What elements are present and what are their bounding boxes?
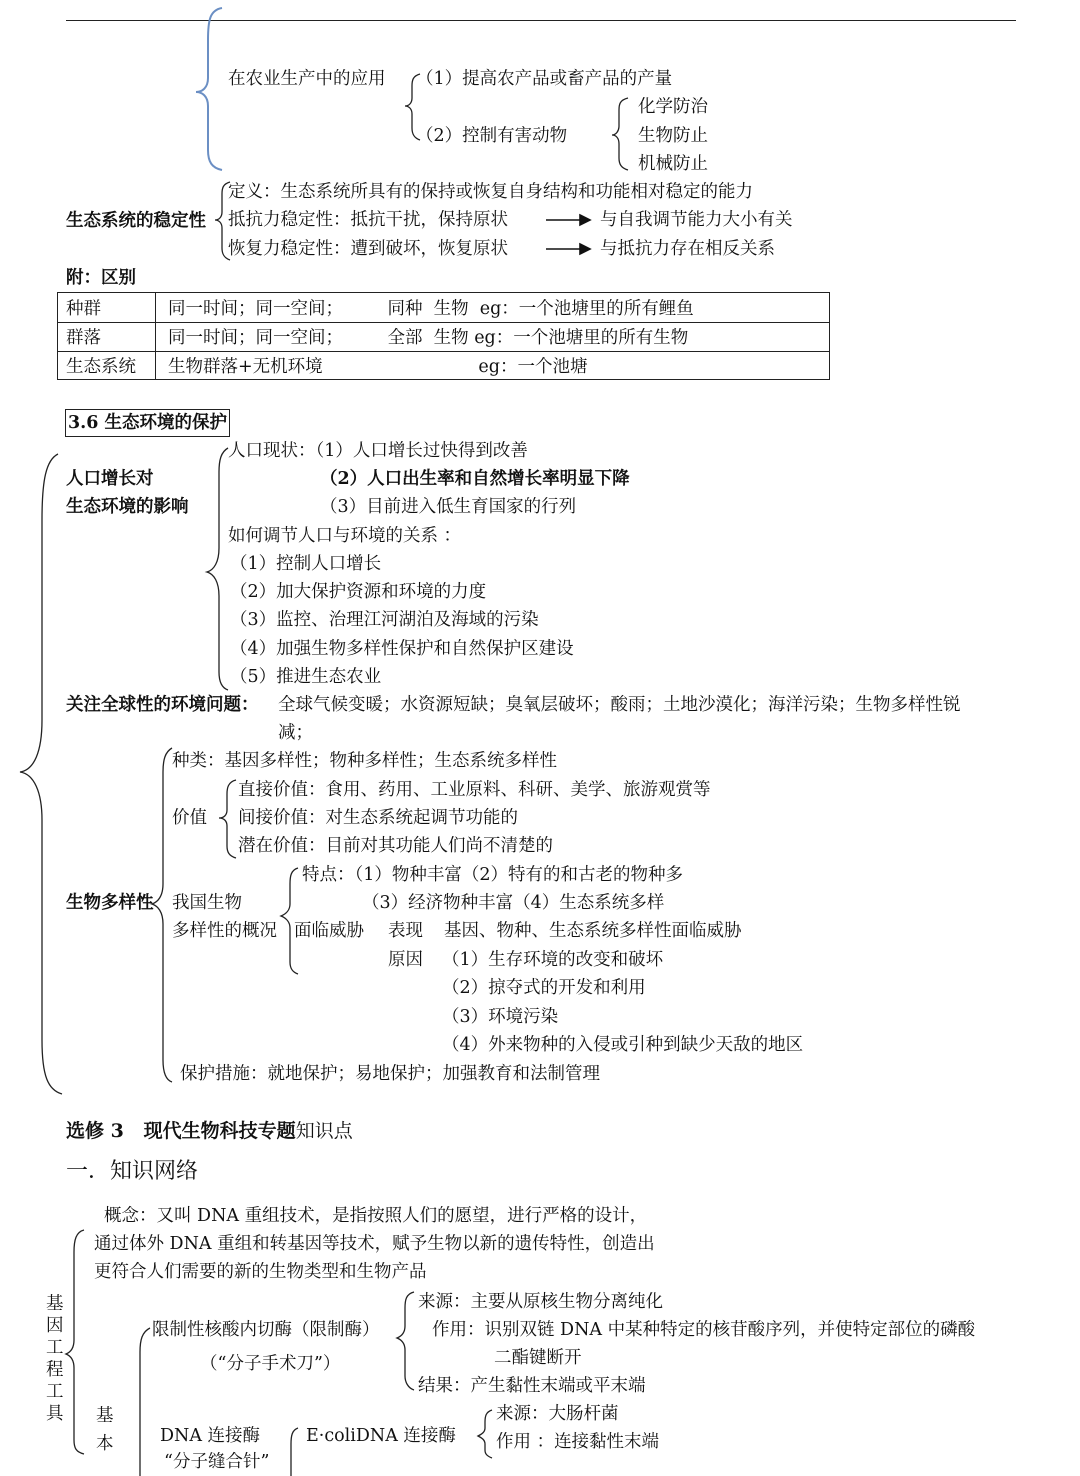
restriction-enzyme: 限制性核酸内切酶（限制酶） — [152, 1320, 380, 1340]
pop-status-2: （2）人口出生率和自然增长率明显下降 — [320, 469, 630, 489]
elective-title-bold: 选修 3 现代生物科技专题 — [66, 1120, 296, 1142]
control-method-brace — [612, 98, 628, 170]
gene-side-brace — [66, 1230, 84, 1454]
side-label-char: 基 — [46, 1294, 64, 1314]
agri-big-brace — [196, 8, 222, 170]
dna-ligase-alias: “分子缝合针” — [164, 1452, 270, 1472]
arrow-recover-head — [580, 244, 590, 254]
agri-title: 在农业生产中的应用 — [228, 69, 386, 89]
table-row — [58, 293, 829, 323]
pop-status-1: 人口现状：（1）人口增长过快得到改善 — [228, 441, 528, 461]
ecoli-source: 来源：大肠杆菌 — [496, 1404, 619, 1424]
china-feature-1: 特点：（1）物种丰富（2）特有的和古老的物种多 — [302, 865, 684, 885]
cause-label: 原因 — [388, 950, 423, 970]
biodiversity-title: 生物多样性 — [66, 893, 154, 913]
bio-brace — [152, 748, 172, 1082]
global-issues-text: 全球气候变暖；水资源短缺；臭氧层破坏；酸雨；土地沙漠化；海洋污染；生物多样性锐 — [278, 695, 961, 715]
gene-concept-2: 通过体外 DNA 重组和转基因等技术，赋予生物以新的遗传特性，创造出 — [94, 1234, 655, 1254]
cause-4: （4）外来物种的入侵或引种到缺少天敌的地区 — [442, 1035, 804, 1055]
global-issues-text-cont: 减； — [278, 723, 313, 743]
knowledge-network-heading: 一．知识网络 — [66, 1159, 199, 1184]
dna-ligase: DNA 连接酶 — [160, 1426, 261, 1446]
side-label-char: 具 — [46, 1404, 64, 1424]
china-title-1: 我国生物 — [172, 893, 242, 913]
agri-item-2: （2）控制有害动物 — [416, 126, 568, 146]
manifest-text: 基因、物种、生态系统多样性面临威胁 — [444, 921, 742, 941]
pop-status-3: （3）目前进入低生育国家的行列 — [320, 497, 577, 517]
cause-3: （3）环境污染 — [442, 1007, 559, 1027]
arrow-resist-head — [580, 215, 590, 225]
method-chemical: 化学防治 — [638, 97, 708, 117]
ligase-brace — [291, 1428, 298, 1476]
section-big-brace — [20, 454, 62, 1094]
row-desc: 同一时间；同一空间； 全部 生物 eg：一个池塘里的所有生物 — [168, 328, 689, 348]
table-row — [58, 322, 829, 352]
value-brace — [219, 780, 236, 858]
china-title-2: 多样性的概况 — [172, 921, 277, 941]
gene-concept-3: 更符合人们需要的新的生物类型和生物产品 — [94, 1262, 427, 1282]
section-36-title: 3.6 生态环境的保护 — [65, 409, 230, 437]
enzyme-result: 结果：产生黏性末端或平末端 — [418, 1376, 646, 1396]
global-issues-label: 关注全球性的环境问题： — [66, 695, 259, 715]
basic-brace — [140, 1328, 150, 1476]
row-desc: 生物群落+无机环境 eg：一个池塘 — [168, 357, 588, 377]
pop-measure-2: （2）加大保护资源和环境的力度 — [230, 582, 487, 602]
ecoli-action: 作用 ：连接黏性末端 — [496, 1432, 660, 1452]
stability-title: 生态系统的稳定性 — [66, 211, 206, 231]
resist-stability: 抵抗力稳定性：抵抗干扰，保持原状 — [228, 210, 508, 230]
pop-measure-3: （3）监控、治理江河湖泊及海域的污染 — [230, 610, 539, 630]
basic-char: 本 — [96, 1434, 114, 1454]
comparison-table — [57, 292, 830, 380]
row-desc: 同一时间；同一空间； 同种 生物 eg：一个池塘里的所有鲤鱼 — [168, 299, 694, 319]
ecoli-brace — [478, 1410, 492, 1458]
pop-how: 如何调节人口与环境的关系 ： — [228, 526, 462, 546]
pop-title-line1: 人口增长对 — [66, 469, 154, 489]
resist-note: 与自我调节能力大小有关 — [600, 210, 793, 230]
cause-1: （1）生存环境的改变和破坏 — [442, 950, 664, 970]
row-name: 群落 — [66, 328, 101, 348]
appendix-title: 附：区别 — [66, 268, 136, 288]
method-biological: 生物防止 — [638, 126, 708, 146]
bio-kinds: 种类：基因多样性；物种多样性；生态系统多样性 — [172, 751, 557, 771]
gene-concept-1: 概念：又叫 DNA 重组技术，是指按照人们的愿望，进行严格的设计， — [104, 1206, 648, 1226]
pop-measure-1: （1）控制人口增长 — [230, 554, 382, 574]
side-label-char: 因 — [46, 1316, 64, 1336]
restriction-enzyme-alias: （“分子手术刀”） — [200, 1354, 341, 1374]
manifest-label: 表现 — [388, 921, 423, 941]
bio-value-potential: 潜在价值：目前对其功能人们尚不清楚的 — [238, 836, 553, 856]
side-label-char: 程 — [46, 1360, 64, 1380]
pop-measure-4: （4）加强生物多样性保护和自然保护区建设 — [230, 639, 574, 659]
china-threat-label: 面临威胁 — [294, 921, 364, 941]
stability-definition: 定义：生态系统所具有的保持或恢复自身结构和功能相对稳定的能力 — [228, 182, 753, 202]
side-label-char: 工 — [46, 1338, 64, 1358]
row-name: 生态系统 — [66, 357, 136, 377]
side-label-char: 工 — [46, 1382, 64, 1402]
agri-item-1: （1）提高农产品或畜产品的产量 — [416, 69, 673, 89]
pop-title-line2: 生态环境的影响 — [66, 497, 189, 517]
china-feature-2: （3）经济物种丰富（4）生态系统多样 — [362, 893, 665, 913]
basic-char: 基 — [96, 1406, 114, 1426]
bio-value-label: 价值 — [172, 808, 207, 828]
method-mechanical: 机械防止 — [638, 154, 708, 174]
ecoli-ligase: E·coliDNA 连接酶 — [306, 1426, 456, 1446]
recover-note: 与抵抗力存在相反关系 — [600, 239, 775, 259]
recover-stability: 恢复力稳定性：遭到破坏，恢复原状 — [228, 239, 508, 259]
enzyme-action-1: 作用：识别双链 DNA 中某种特定的核苷酸序列，并使特定部位的磷酸 — [432, 1320, 976, 1340]
enzyme-action-2: 二酯键断开 — [494, 1348, 582, 1368]
pop-brace — [207, 448, 228, 690]
bio-value-direct: 直接价值：食用、药用、工业原料、科研、美学、旅游观赏等 — [238, 780, 711, 800]
elective-title — [66, 1119, 353, 1143]
row-name: 种群 — [66, 299, 101, 319]
bio-protect: 保护措施：就地保护；易地保护；加强教育和法制管理 — [180, 1064, 600, 1084]
pop-measure-5: （5）推进生态农业 — [230, 667, 382, 687]
enzyme-source: 来源：主要从原核生物分离纯化 — [418, 1292, 663, 1312]
elective-title-rest: 知识点 — [295, 1120, 353, 1142]
cause-2: （2）掠夺式的开发和利用 — [442, 978, 646, 998]
enzyme-brace — [397, 1292, 414, 1390]
bio-value-indirect: 间接价值：对生态系统起调节功能的 — [238, 808, 518, 828]
table-row — [58, 351, 829, 380]
